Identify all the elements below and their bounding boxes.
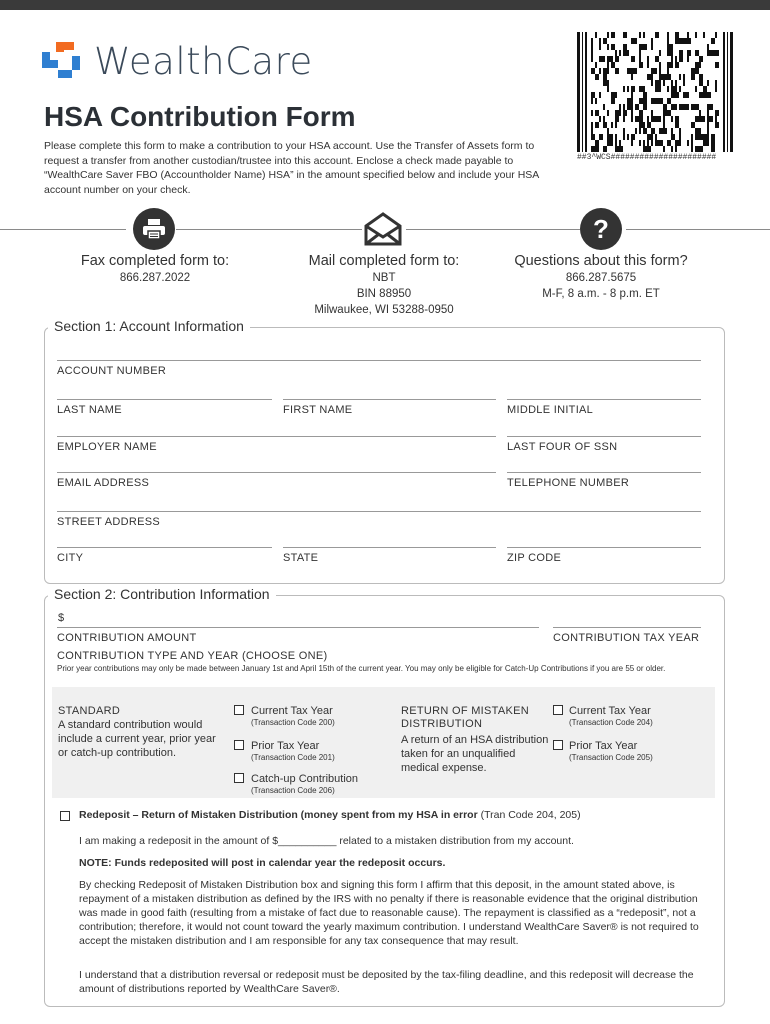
zip-field[interactable]	[507, 547, 701, 548]
last-name-label: LAST NAME	[57, 404, 122, 416]
questions-hours: M-F, 8 a.m. - 8 p.m. ET	[542, 288, 660, 300]
ssn-last4-label: LAST FOUR OF SSN	[507, 441, 618, 453]
employer-name-field[interactable]	[57, 436, 496, 437]
city-field[interactable]	[57, 547, 272, 548]
account-number-label: ACCOUNT NUMBER	[57, 365, 167, 377]
divider-line	[406, 229, 580, 230]
state-label: STATE	[283, 552, 319, 564]
standard-heading: STANDARD	[58, 705, 121, 717]
middle-initial-label: MIDDLE INITIAL	[507, 404, 594, 416]
transaction-code: (Transaction Code 201)	[251, 753, 335, 762]
mistaken-heading: RETURN OF MISTAKEN DISTRIBUTION	[401, 705, 530, 730]
mistaken-description: A return of an HSA distribution taken for an unqualified medical expense.	[401, 734, 549, 774]
zip-label: ZIP CODE	[507, 552, 562, 564]
telephone-field[interactable]	[507, 472, 701, 473]
section1-title: Section 1: Account Information	[48, 318, 250, 334]
transaction-code: (Transaction Code 206)	[251, 786, 335, 795]
prior-tax-year-label: Prior Tax Year	[251, 740, 320, 752]
dollar-sign: $	[58, 612, 65, 624]
mistaken-prior-year-label: Prior Tax Year	[569, 740, 638, 752]
page-title: HSA Contribution Form	[44, 101, 356, 132]
contribution-amount-label: CONTRIBUTION AMOUNT	[57, 632, 197, 644]
redeposit-paragraph: By checking Redeposit of Mistaken Distribution box and signing this form I affirm that this deposit, in the amount stated above, is repayment of a mistaken distribution as defined by the IRS with no penalty if there is reasonable evidence that the original distribution was made in good faith (resulting from a mistake of fact due to reasonable cause). The repayment is classified as a “redeposit”, not a contribution; therefore, it would not count toward the yearly maximum contribution. I understand WealthCare Saver® is not required to accept the mistaken distribution and I am responsible for any tax consequence that may result.	[79, 879, 699, 947]
prior-tax-year-checkbox[interactable]	[234, 740, 244, 750]
divider-line	[626, 229, 770, 230]
email-field[interactable]	[57, 472, 496, 473]
brand-name: WealthCare	[94, 39, 313, 83]
transaction-code: (Transaction Code 205)	[569, 753, 653, 762]
redeposit-checkbox[interactable]	[60, 811, 70, 821]
first-name-label: FIRST NAME	[283, 404, 353, 416]
printer-icon	[133, 208, 175, 250]
barcode-text: ##3^WCS######################	[577, 153, 717, 162]
email-label: EMAIL ADDRESS	[57, 477, 150, 489]
questions-heading: Questions about this form?	[514, 253, 688, 269]
middle-initial-field[interactable]	[507, 399, 701, 400]
transaction-code: (Transaction Code 200)	[251, 718, 335, 727]
wealthcare-logo-icon	[38, 38, 88, 84]
current-tax-year-label: Current Tax Year	[251, 705, 333, 717]
divider-line	[0, 229, 126, 230]
contribution-tax-year-label: CONTRIBUTION TAX YEAR	[553, 632, 700, 644]
current-tax-year-checkbox[interactable]	[234, 705, 244, 715]
fax-number: 866.287.2022	[119, 272, 191, 284]
mistaken-current-year-checkbox[interactable]	[553, 705, 563, 715]
brand-logo	[38, 38, 313, 84]
first-name-field[interactable]	[283, 399, 496, 400]
employer-name-label: EMPLOYER NAME	[57, 441, 157, 453]
street-field[interactable]	[57, 511, 701, 512]
state-field[interactable]	[283, 547, 496, 548]
standard-description: A standard contribution would include a current year, prior year or catch-up contribution.	[58, 719, 216, 759]
street-label: STREET ADDRESS	[57, 516, 161, 528]
contribution-type-label: CONTRIBUTION TYPE AND YEAR (CHOOSE ONE)	[57, 650, 328, 662]
catch-up-label: Catch-up Contribution	[251, 773, 359, 785]
catch-up-checkbox[interactable]	[234, 773, 244, 783]
last-name-field[interactable]	[57, 399, 272, 400]
redeposit-note: NOTE: Funds redeposited will post in calendar year the redeposit occurs.	[79, 857, 446, 869]
mail-info	[284, 252, 484, 318]
transaction-code: (Transaction Code 204)	[569, 718, 653, 727]
fax-info	[60, 252, 250, 286]
mail-heading: Mail completed form to:	[308, 253, 460, 269]
questions-info	[500, 252, 702, 302]
mail-line: BIN 88950	[356, 288, 412, 300]
telephone-label: TELEPHONE NUMBER	[507, 477, 630, 489]
redeposit-heading-bold: Redeposit – Return of Mistaken Distribution (money spent from my HSA in error	[79, 809, 478, 821]
contribution-tax-year-field[interactable]	[553, 627, 701, 628]
ssn-last4-field[interactable]	[507, 436, 701, 437]
mistaken-current-year-label: Current Tax Year	[569, 705, 651, 717]
mistaken-prior-year-checkbox[interactable]	[553, 740, 563, 750]
questions-phone: 866.287.5675	[565, 272, 637, 284]
intro-text: Please complete this form to make a contribution to your HSA account. Use the Transfer of Assets form to request a transfer from another custodian/trustee into this account. Enclose a check made payable to “WealthCare Saver FBO (Accountholder Name) HSA” in the amount specified below and include your HSA account number on your check.	[44, 140, 539, 196]
redeposit-deadline-paragraph: I understand that a distribution reversal or redeposit must be deposited by the tax-filing deadline, and this redeposit will decrease the amount of distributions reported by WealthCare Saver®.	[79, 969, 694, 995]
section2-title: Section 2: Contribution Information	[48, 586, 276, 602]
top-bar	[0, 0, 770, 10]
contribution-type-note: Prior year contributions may only be made between January 1st and April 15th of the current year. You may only be eligible for Catch-Up Contributions if you are 55 or older.	[57, 664, 666, 673]
contribution-amount-field[interactable]	[57, 627, 539, 628]
fax-heading: Fax completed form to:	[80, 253, 230, 269]
mail-line: NBT	[372, 272, 396, 284]
divider-line	[176, 229, 362, 230]
question-icon: ?	[580, 208, 622, 250]
city-label: CITY	[57, 552, 84, 564]
redeposit-heading	[79, 808, 581, 822]
redeposit-amount-line: I am making a redeposit in the amount of $__________ related to a mistaken distribution from my account.	[79, 835, 574, 847]
barcode	[577, 32, 733, 152]
mail-line: Milwaukee, WI 53288-0950	[314, 304, 454, 316]
envelope-icon	[362, 208, 404, 250]
redeposit-heading-tail: (Tran Code 204, 205)	[477, 809, 581, 821]
account-number-field[interactable]	[57, 360, 701, 361]
